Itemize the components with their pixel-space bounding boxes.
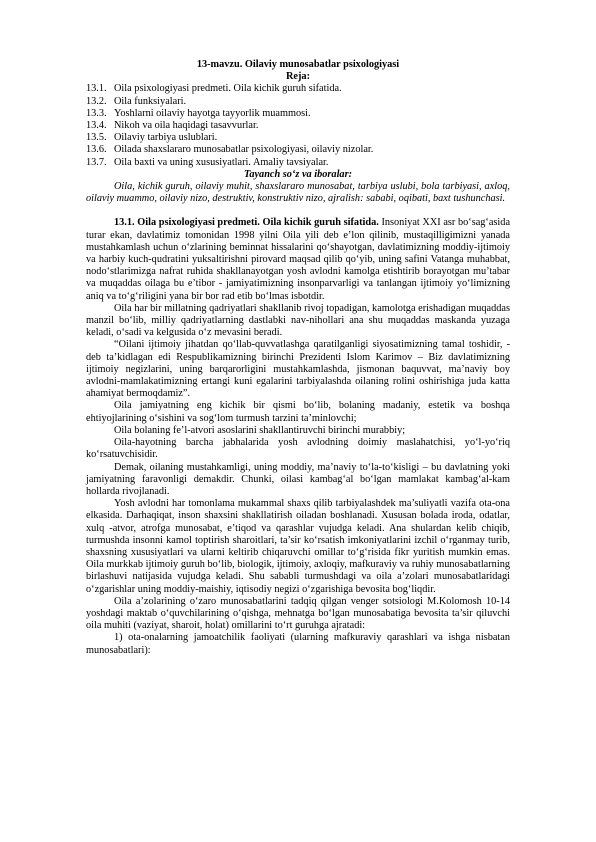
plan-item-number: 13.7. [86,156,107,168]
section-intro-paragraph [86,217,510,302]
plan-item-text: Oilaviy tarbiya uslublari. [114,132,218,144]
section-heading: 13.1. Oila psixologiyasi predmeti. Oila kichik guruh sifatida. [114,217,379,229]
plan-item [86,83,510,95]
plan-item [86,108,510,120]
body-paragraph: Oila-hayotning barcha jabhalarida yosh avlodning doimiy maslahatchisi, yo‘l-yo‘riq ko‘rsatuvchisidir. [86,437,510,461]
plan-item-text: Nikoh va oila haqidagi tasavvurlar. [114,120,259,132]
body-paragraph: 1) ota-onalarning jamoatchilik faoliyati (ularning mafkuraviy qarashlari va ishga nisbatan munosabatlari): [86,632,510,656]
keywords-paragraph: Oila, kichik guruh, oilaviy muhit, shaxslararo munosabat, tarbiya uslubi, bola tarbiyasi, axloq, oilaviy muammo, oilaviy nizo, destruktiv, konstruktiv nizo, ajralish: sababi, oqibati, baxt tushunchasi. [86,181,510,205]
spacer [86,205,510,217]
body-paragraph: “Oilani ijtimoiy jihatdan qo‘llab-quvvatlashga qaratilganligi siyosatimizning tamal toshidir, - deb ta’kidlagan edi Respublikamizning birinchi Prezidenti Islom Karimov – Biz davlatimizning ijtimoiy negizlarini, uning barqarorligini mustahkamlashda, jismonan baquvvat, ma’naviy boy avlodni-mamlakatimizning ertangi kuni egalarini tarbiyalashda oilaning rolini oshirishiga juda katta ahamiyat bermoqdamiz”. [86,339,510,400]
page-title: 13-mavzu. Oilaviy munosabatlar psixologiyasi [196,59,400,70]
plan-list [86,83,510,168]
plan-item [86,120,510,132]
document-content [86,59,510,657]
body-paragraph: Oila bolaning fe’l-atvori asoslarini shakllantiruvchi birinchi murabbiy; [114,424,406,436]
plan-item-number: 13.1. [86,83,107,95]
plan-item [86,157,510,169]
plan-item [86,132,510,144]
plan-item-text: Oila psixologiyasi predmeti. Oila kichik guruh sifatida. [114,83,342,95]
plan-item [86,96,510,108]
body-paragraph: Yosh avlodni har tomonlama mukammal shaxs qilib tarbiyalashdek ma’suliyatli vazifa ota-ona elkasida. Darhaqiqat, inson shaxsini shakllatirish oiladan boshlanadi. Xususan bolada iroda, odatlar, xulq -atvor, atrofga munosabat, e’tiqod va qarashlar vujudga keladi. Ana shulardan kelib chiqib, turmushda insonni kamol toptirish sharoitlari, ta’sir ko‘rsatish imkoniyatlarini izchil o‘rganmay turib, shaxsning xususiyatlari va ularni keltirib chiqaruvchi omillar to‘g‘risida fikr yuritish mumkin emas. Oila murkkab ijtimoiy guruh bo‘lib, biologik, ijtimoiy, axloqiy, mafkuraviy va ruhiy munosabatlarning birlashuvi natijasida vujudga keladi. Shu sababli turmushdagi va oila a’zolari munosabatlaridagi o‘zgarishlar uning moddiy-maishiy, iqtisodiy negizi o‘zgarishiga bevosita bog‘liqdir. [86,498,510,595]
plan-item-number: 13.2. [86,95,107,107]
plan-item-text: Oila baxti va uning xususiyatlari. Amaliy tavsiyalar. [114,156,329,168]
plan-item-text: Oilada shaxslararo munosabatlar psixologiyasi, oilaviy nizolar. [114,144,374,156]
plan-heading: Reja: [285,71,310,83]
plan-item [86,144,510,156]
plan-item-number: 13.6. [86,144,107,156]
plan-item-number: 13.4. [86,120,107,132]
section-intro-text: Insoniyat XXI asr bo‘sag‘asida turar ekan, davlatimiz tomonidan 1998 yilni Oila yili deb e’lon qilinib, mustaqilligimizni yanada mustahkamlash uchun o‘zlarining beminnat hissalarini qo‘shayotgan, davlatimizning moddiy-ijtimoiy va harbiy kuch-qudratini yuksaltirishni pirovard maqsad qilib qo‘yib, uning safini Vatanga muhabbat, nodo‘stlarimizga nafrat ruhida shakllanayotgan yosh avlodni kamolga etishtirib borayotgan mu’tabar va muqaddas oilaga bu e’tibor - jamiyatimizning insonparvarligi va tanlangan ijtimoiy yo‘limizning aniq va to‘g‘riligini yana bir bor rad etib bo‘lmas isbotdir. [86,217,511,302]
plan-item-number: 13.5. [86,132,107,144]
keywords-heading: Tayanch so‘z va iboralar: [243,168,353,180]
body-paragraph: Oila a’zolarining o‘zaro munosabatlarini tadqiq qilgan venger sotsiologi M.Kolomosh 10-14 yoshdagi maktab o‘quvchilarining o‘qishga, mehnatga bo‘lgan munosabatiga bevosita ta’sir qiluvchi oila muhiti (vaziyat, sharoit, holat) omillarini to‘rt guruhga ajratadi: [86,595,510,632]
plan-item-number: 13.3. [86,107,107,119]
body-paragraph: Oila har bir millatning qadriyatlari shakllanib rivoj topadigan, kamolotga erishadigan muqaddas manzil bo‘lib, milliy qadriyatlarning dastlabki nav-nihollari ana shu muqaddas maskanda yuzaga keladi, o‘sadi va kelgusida o‘z mevasini beradi. [86,302,510,339]
plan-item-text: Oila funksiyalari. [114,95,187,107]
body-paragraph: Demak, oilaning mustahkamligi, uning moddiy, ma’naviy to‘la-to‘kisligi – bu davlatning yoki jamiyatning faravonligi demakdir. Chunki, oilasi kambag‘al bo‘lgan mamlakat kambag‘al-kam hollarda rivojlanadi. [86,461,510,497]
body-paragraph: Oila jamiyatning eng kichik bir qismi bo‘lib, bolaning madaniy, estetik va boshqa ehtiyojlarining o‘sishini va sog‘lom turmush tarzini ta’minlovchi; [86,400,510,424]
plan-item-text: Yoshlarni oilaviy hayotga tayyorlik muammosi. [114,107,311,119]
